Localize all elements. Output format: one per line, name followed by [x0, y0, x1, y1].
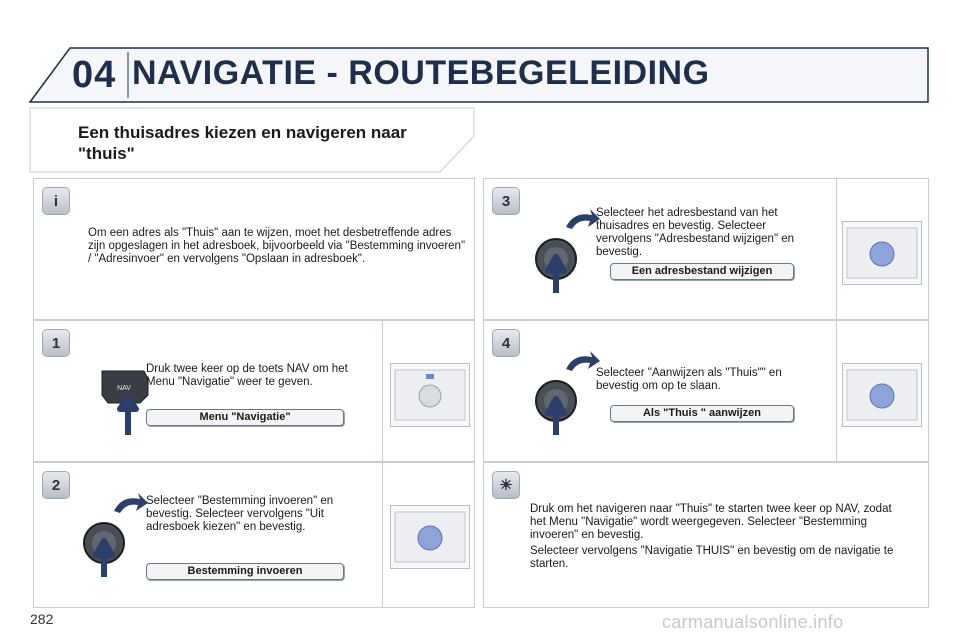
step-4-label: Als "Thuis " aanwijzen: [610, 405, 794, 422]
rotary-knob-icon: [82, 491, 148, 579]
step-2-badge: 2: [42, 471, 70, 499]
step-2-panel: [33, 462, 475, 608]
step-1-label: Menu "Navigatie": [146, 409, 344, 426]
panel-divider: [382, 463, 383, 607]
section-title: Een thuisadres kiezen en navigeren naar "thuis": [78, 123, 407, 163]
step-3-badge: 3: [492, 187, 520, 215]
panel-divider: [836, 321, 837, 461]
step-1-badge: 1: [42, 329, 70, 357]
rotary-knob-icon: [534, 349, 600, 437]
nav-key-label: NAV: [117, 385, 131, 392]
radio-thumbnail: [842, 221, 922, 285]
rotary-knob-icon: [534, 207, 600, 295]
info-panel: [33, 178, 475, 320]
tip-panel: [483, 462, 929, 608]
step-4-panel: [483, 320, 929, 462]
step-3-text: Selecteer het adresbestand van het thuisadres en bevestig. Selecteer vervolgens "Adresbestand wijzigen" en bevestig.: [596, 207, 795, 258]
info-text: Om een adres als "Thuis" aan te wijzen, moet het desbetreffende adres zijn opgeslagen in het adresboek, bijvoorbeeld via "Bestemming invoeren" / "Adresinvoer" en vervolgens "Opslaan in adresboek".: [88, 227, 466, 265]
panel-divider: [382, 321, 383, 461]
tip-icon: ☀: [492, 471, 520, 499]
step-2-label: Bestemming invoeren: [146, 563, 344, 580]
tip-text-2: Selecteer vervolgens "Navigatie THUIS" en bevestig om de navigatie te starten.: [530, 545, 894, 570]
step-4-text: Selecteer "Aanwijzen als "Thuis"" en bevestig om op te slaan.: [596, 367, 782, 392]
radio-thumbnail: [390, 505, 470, 569]
step-4-badge: 4: [492, 329, 520, 357]
step-2-text: Selecteer "Bestemming invoeren" en bevestig. Selecteer vervolgens "Uit adresboek kiezen" en bevestig.: [146, 495, 334, 533]
radio-thumbnail: [390, 363, 470, 427]
step-1-text: Druk twee keer op de toets NAV om het Menu "Navigatie" weer te geven.: [146, 363, 348, 388]
step-1-panel: [33, 320, 475, 462]
step-3-panel: [483, 178, 929, 320]
radio-thumbnail: [842, 363, 922, 427]
page-number: 282: [30, 611, 54, 627]
panel-divider: [836, 179, 837, 319]
chapter-title: NAVIGATIE - ROUTEBEGELEIDING: [132, 54, 710, 92]
info-icon: i: [42, 187, 70, 215]
watermark: carmanualsonline.info: [662, 612, 844, 632]
tip-text-1: Druk om het navigeren naar "Thuis" te starten twee keer op NAV, zodat het Menu "Navigatie" wordt weergegeven. Selecteer "Bestemming invoeren" en bevestig.: [530, 503, 892, 541]
chapter-number: 04: [72, 54, 117, 96]
step-3-label: Een adresbestand wijzigen: [610, 263, 794, 280]
